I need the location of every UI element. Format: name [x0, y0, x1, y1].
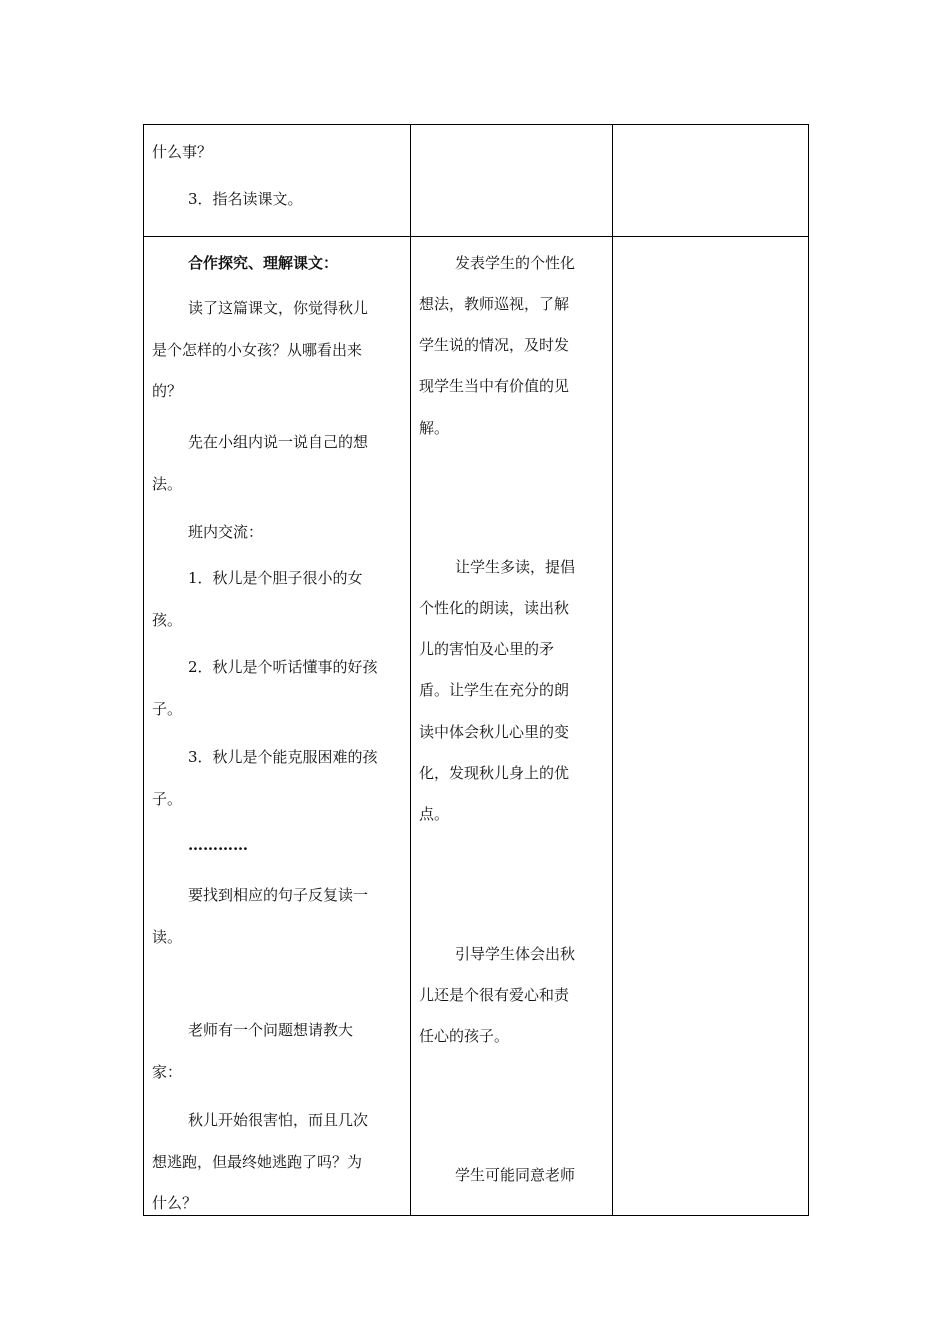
text-line: 2．秋儿是个听话懂事的好孩: [188, 658, 378, 676]
text-line: 家：: [152, 1063, 183, 1081]
text-line: 3．秋儿是个能克服困难的孩: [188, 748, 378, 766]
text-line: 的？: [152, 382, 183, 400]
table-row: [144, 237, 809, 1216]
text-line: 读了这篇课文，你觉得秋儿: [188, 299, 369, 317]
content-cell: [144, 125, 411, 237]
notes-cell: [411, 125, 613, 237]
text-line: 盾。让学生在充分的朗: [419, 681, 570, 699]
text-line: 学生可能同意老师: [455, 1166, 576, 1184]
text-line: 化，发现秋儿身上的优: [419, 764, 570, 782]
text-line: 读中体会秋儿心里的变: [419, 723, 570, 741]
text-line: 点。: [419, 805, 450, 823]
text-line: 是个怎样的小女孩？从哪看出来: [152, 341, 363, 359]
text-line: 任心的孩子。: [419, 1027, 510, 1045]
text-line: 学生说的情况，及时发: [419, 336, 570, 354]
text-line: 子。: [152, 700, 183, 718]
text-line: 儿还是个很有爱心和责: [419, 986, 570, 1004]
text-line: 想法，教师巡视，了解: [419, 295, 570, 313]
text-line: 读。: [152, 928, 183, 946]
text-line: 儿的害怕及心里的矛: [419, 640, 555, 658]
text-line: 秋儿开始很害怕，而且几次: [188, 1111, 369, 1129]
remarks-cell: [613, 237, 809, 1216]
text-line: 先在小组内说一说自己的想: [188, 433, 369, 451]
text-line: 班内交流：: [188, 523, 264, 541]
lesson-plan-table: [143, 124, 809, 1216]
text-line: 解。: [419, 419, 450, 437]
text-line: 什么事？: [152, 143, 213, 161]
text-line: 个性化的朗读，读出秋: [419, 599, 570, 617]
text-line: 老师有一个问题想请教大: [188, 1021, 354, 1039]
text-line: 孩。: [152, 611, 183, 629]
content-cell: [144, 237, 411, 1216]
text-line: 想逃跑，但最终她逃跑了吗？为: [152, 1153, 363, 1171]
table-row: [144, 125, 809, 237]
ellipsis-line: …………: [188, 836, 248, 854]
remarks-cell: [613, 125, 809, 237]
text-line: 发表学生的个性化: [455, 254, 576, 272]
text-line: 引导学生体会出秋: [455, 945, 576, 963]
text-line: 要找到相应的句子反复读一: [188, 886, 369, 904]
section-heading: 合作探究、理解课文：: [188, 254, 339, 272]
text-line: 1．秋儿是个胆子很小的女: [188, 569, 363, 587]
text-line: 让学生多读，提倡: [455, 558, 576, 576]
text-line: 3．指名读课文。: [188, 190, 303, 208]
text-line: 什么？: [152, 1194, 198, 1212]
text-line: 子。: [152, 790, 183, 808]
notes-cell: [411, 237, 613, 1216]
text-line: 法。: [152, 475, 183, 493]
text-line: 现学生当中有价值的见: [419, 377, 570, 395]
